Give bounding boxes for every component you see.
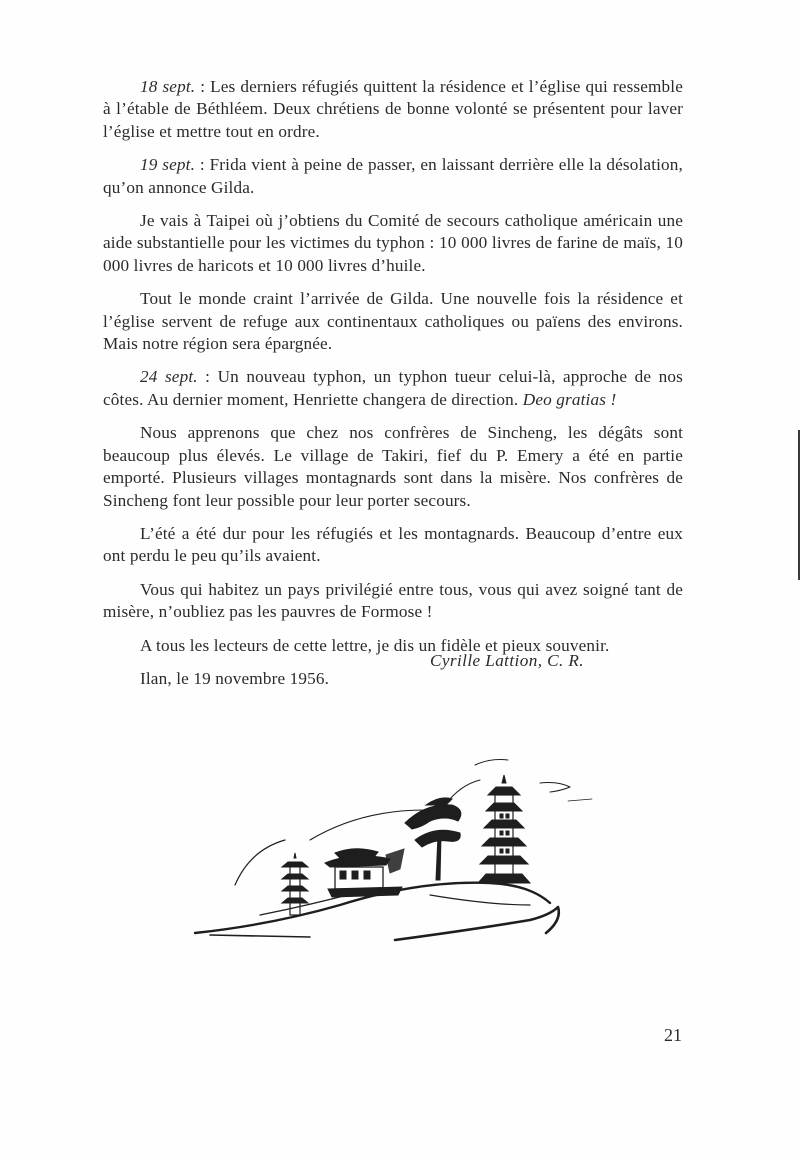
paragraph-text: Tout le monde craint l’arrivée de Gilda. Une nouvelle fois la résidence et l’église servent de refuge aux continentaux catholiques ou païens des environs. Mais notre région sera épargnée. xyxy=(103,289,683,354)
paragraph-text: Nous apprenons que chez nos confrères de Sincheng, les dégâts sont beaucoup plus élevés. Le village de Takiri, fief du P. Emery a été en partie emporté. Plusieurs villages montagnards sont dans la misère. Nos confrères de Sincheng font leur possible pour leur porter secours. xyxy=(103,423,683,510)
date-label: 18 sept. xyxy=(140,77,196,96)
place-date-line xyxy=(103,668,683,690)
paragraph-ete xyxy=(103,523,683,568)
paragraph-18-sept: 18 sept. : Les derniers réfugiés quittent la résidence et l’église qui ressemble à l’étable de Béthléem. Deux chrétiens de bonne volonté se présentent pour laver l’église et mettre tout en ordre. xyxy=(103,77,683,141)
paragraph-text: Ilan, le 19 novembre 1956. xyxy=(140,668,330,688)
paragraph-text: Les derniers réfugiés quittent la résidence et l’église qui ressemble à l’étable de Béthléem. Deux chrétiens de bonne volonté se présentent pour laver l’église et mettre tout en ordre. xyxy=(103,77,683,141)
date-label: 19 sept. xyxy=(140,155,196,175)
deo-gratias: Deo gratias ! xyxy=(522,389,617,409)
paragraph-text: Un nouveau typhon, un typhon tueur celui-là, approche de nos côtes. Au dernier moment, Henriette changera de direction. xyxy=(103,367,683,409)
paragraph-text: Vous qui habitez un pays privilégié entre tous, vous qui avez soigné tant de misère, n’oubliez pas les pauvres de Formose ! xyxy=(103,579,683,622)
paragraph-text: Je vais à Taipei où j’obtiens du Comité de secours catholique américain une aide substantielle pour les victimes du typhon : 10 000 livres de farine de maïs, 10 000 livres de haricots et 10 000 livres d’huile. xyxy=(103,211,683,275)
signature: Cyrille Lattion, C. R. xyxy=(430,651,584,670)
paragraph-formose xyxy=(103,579,683,624)
paragraph-24-sept: 24 sept. : Un nouveau typhon, un typhon tueur celui-là, approche de nos côtes. Au dernier moment, Henriette changera de direction. Deo gratias ! xyxy=(103,367,683,409)
pagoda-landscape-illustration xyxy=(190,755,610,950)
paragraph-text: L’été a été dur pour les réfugiés et les montagnards. Beaucoup d’entre eux ont perdu le peu qu’ils avaient. xyxy=(103,523,683,566)
paragraph-souvenir xyxy=(103,635,683,657)
paragraph-gilda xyxy=(103,288,683,355)
paragraph-text: Frida vient à peine de passer, en laissant derrière elle la désolation, qu’on annonce Gilda. xyxy=(103,155,683,197)
paragraph-text: A tous les lecteurs de cette lettre, je dis un fidèle et pieux souvenir. xyxy=(140,635,610,655)
paragraph-taipei-aid xyxy=(103,210,683,277)
letter-body xyxy=(103,76,683,701)
paragraph-sincheng xyxy=(103,422,683,512)
paragraph-19-sept: 19 sept. : Frida vient à peine de passer, en laissant derrière elle la désolation, qu’on annonce Gilda. xyxy=(103,155,683,197)
date-label: 24 sept. xyxy=(140,367,198,387)
page-number: 21 xyxy=(664,1025,682,1045)
